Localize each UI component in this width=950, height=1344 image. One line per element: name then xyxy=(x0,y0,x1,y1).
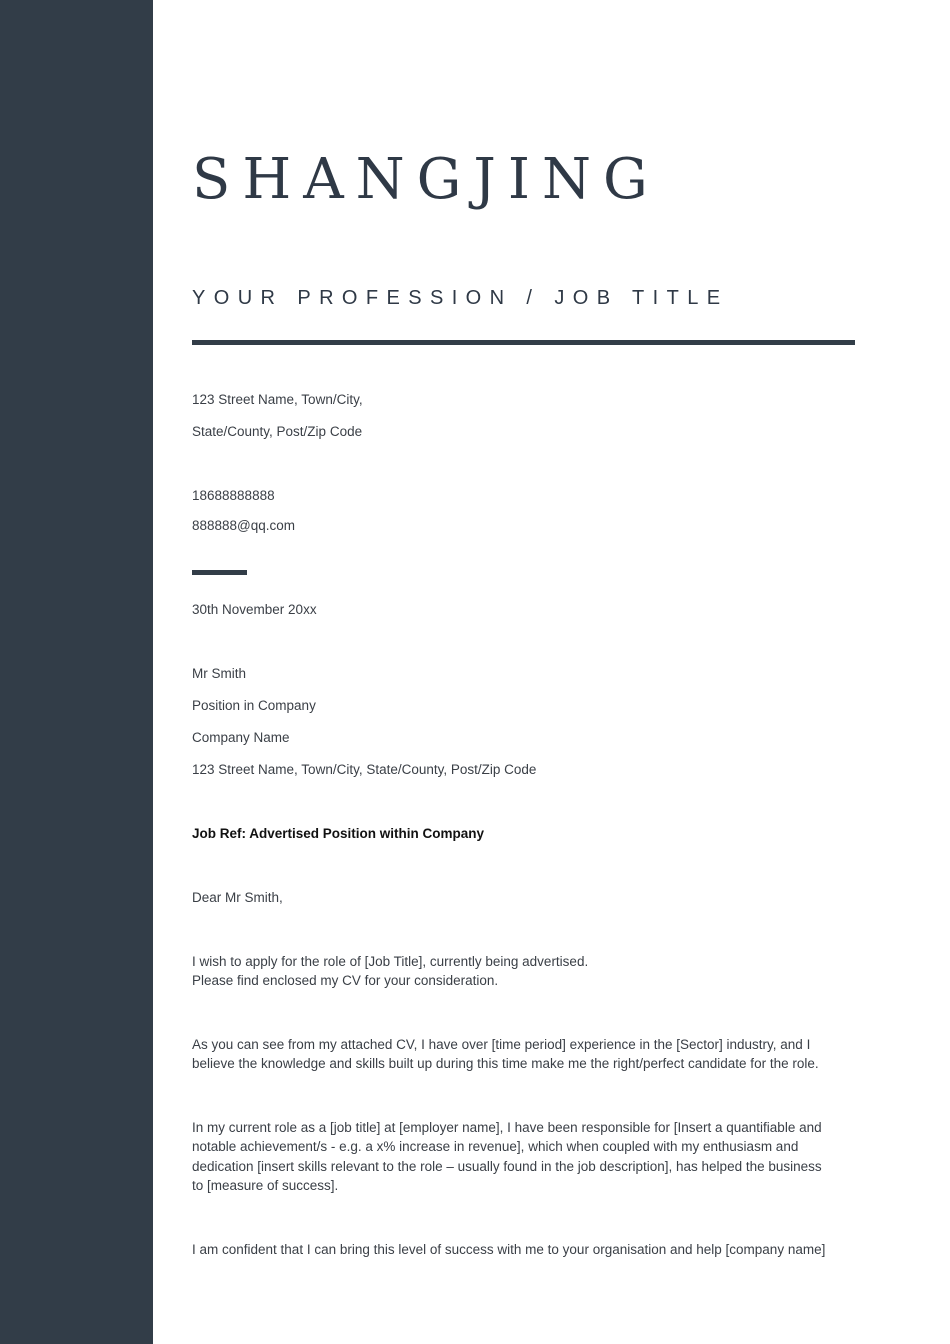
paragraph-line: I wish to apply for the role of [Job Title], currently being advertised. xyxy=(192,954,589,969)
body-paragraph-3 xyxy=(192,1118,852,1195)
sender-address-line1: 123 Street Name, Town/City, xyxy=(192,392,363,407)
header-divider xyxy=(192,340,855,345)
salutation: Dear Mr Smith, xyxy=(192,890,283,905)
recipient-address: 123 Street Name, Town/City, State/County, Post/Zip Code xyxy=(192,762,537,777)
body-paragraph-4 xyxy=(192,1240,852,1259)
sender-address-line2: State/County, Post/Zip Code xyxy=(192,424,363,439)
job-reference: Job Ref: Advertised Position within Company xyxy=(192,826,485,841)
paragraph-line: notable achievement/s - e.g. a x% increase in revenue], which when coupled with my enthusiasm and xyxy=(192,1139,799,1155)
paragraph-line: As you can see from my attached CV, I have over [time period] experience in the [Sector] industry, and I xyxy=(192,1037,811,1052)
recipient-position: Position in Company xyxy=(192,698,316,713)
sidebar-band xyxy=(0,0,153,1344)
body-paragraph-1 xyxy=(192,952,852,991)
paragraph-line: In my current role as a [job title] at [employer name], I have been responsible for [Insert a quantifiable and xyxy=(192,1120,822,1135)
paragraph-line: to [measure of success]. xyxy=(192,1177,339,1193)
job-title: YOUR PROFESSION / JOB TITLE xyxy=(192,287,729,309)
paragraph-line: dedication [insert skills relevant to the role – usually found in the job description], has helped the business xyxy=(192,1158,822,1174)
paragraph-line: believe the knowledge and skills built up during this time make me the right/perfect candidate for the role. xyxy=(192,1056,819,1072)
paragraph-line: I am confident that I can bring this level of success with me to your organisation and help [company name] xyxy=(192,1242,826,1257)
sender-phone: 18688888888 xyxy=(192,488,275,503)
recipient-name: Mr Smith xyxy=(192,666,246,681)
recipient-company: Company Name xyxy=(192,730,290,745)
paragraph-line: Please find enclosed my CV for your consideration. xyxy=(192,973,499,989)
sender-email: 888888@qq.com xyxy=(192,518,296,533)
section-divider xyxy=(192,570,247,575)
applicant-name: SHANGJING xyxy=(192,147,660,212)
letter-date: 30th November 20xx xyxy=(192,602,317,617)
body-paragraph-2 xyxy=(192,1035,852,1074)
